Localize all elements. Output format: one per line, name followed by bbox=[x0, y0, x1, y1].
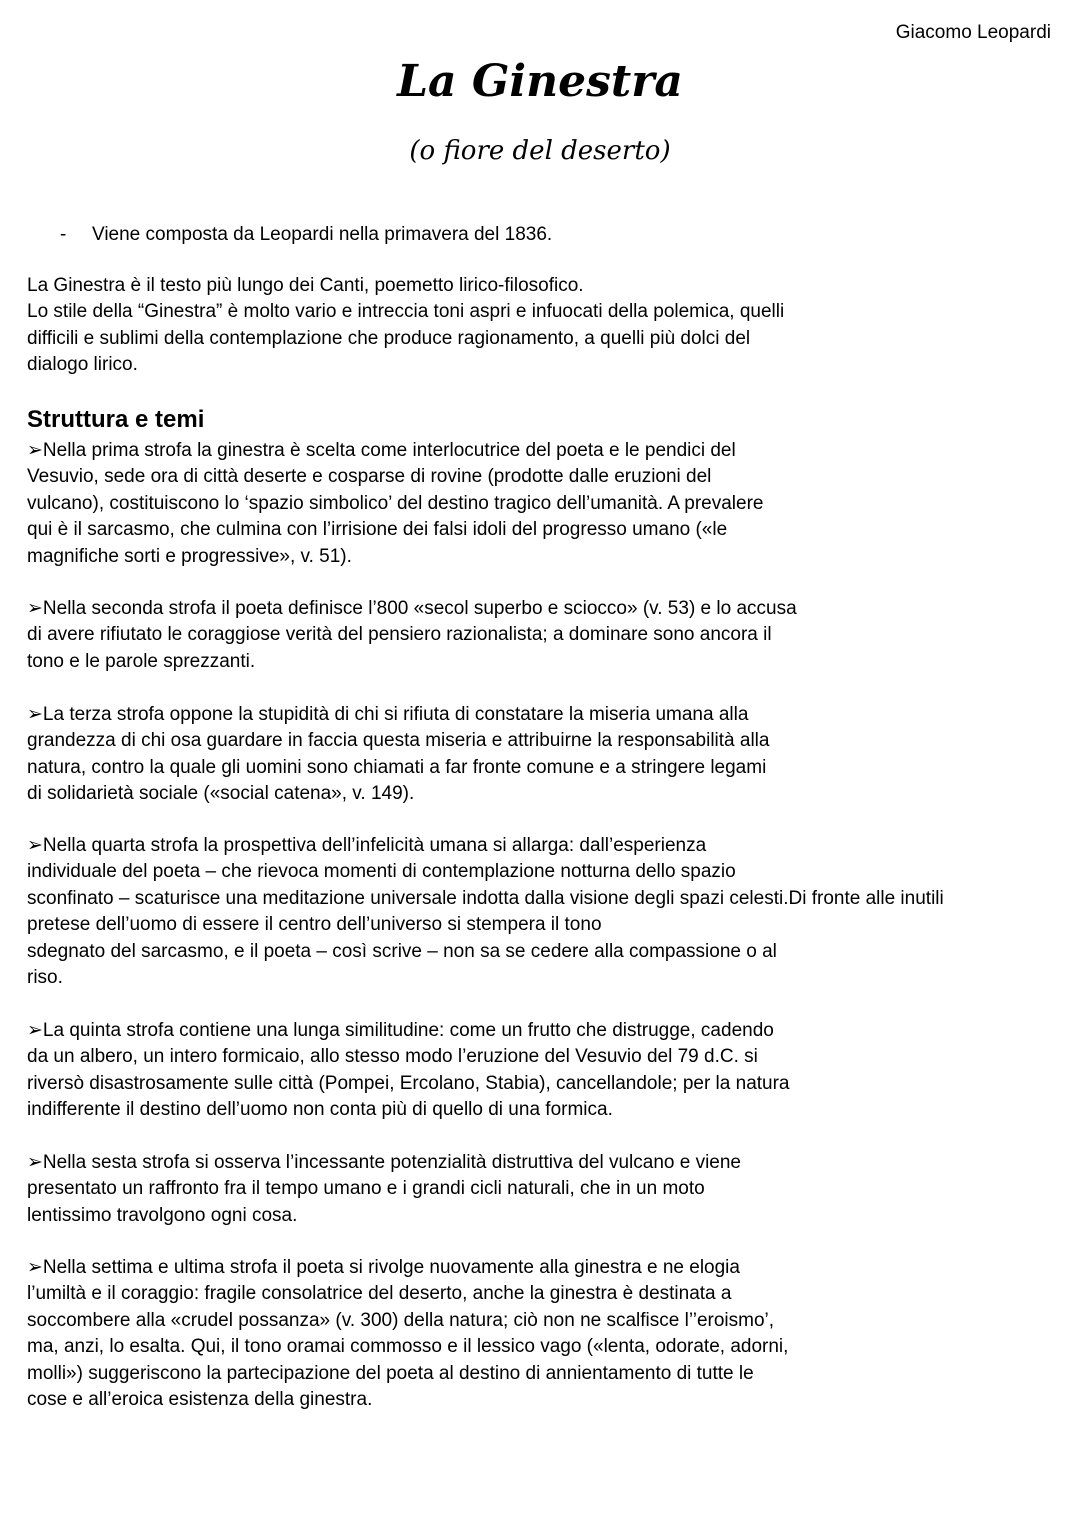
text-line: da un albero, un intero formicaio, allo stesso modo l’eruzione del Vesuvio del 79 d.C. si bbox=[27, 1046, 758, 1068]
author-name: Giacomo Leopardi bbox=[895, 22, 1051, 43]
strofa-4-paragraph bbox=[27, 833, 944, 991]
intro-paragraph bbox=[27, 273, 784, 379]
strofa-2-paragraph bbox=[27, 596, 797, 675]
page-title: La Ginestra bbox=[397, 56, 683, 107]
strofa-6-paragraph bbox=[27, 1150, 741, 1229]
text-line: ma, anzi, lo esalta. Qui, il tono oramai commosso e il lessico vago («lenta, odorate, adorni, bbox=[27, 1336, 789, 1358]
text-line: Vesuvio, sede ora di città deserte e cosparse di rovine (prodotte dalle eruzioni del bbox=[27, 466, 712, 488]
text-line: individuale del poeta – che rievoca momenti di contemplazione notturna dello spazio bbox=[27, 861, 736, 883]
text-line: qui è il sarcasmo, che culmina con l’irrisione dei falsi idoli del progresso umano («le bbox=[27, 519, 728, 541]
bullet-text: Viene composta da Leopardi nella primavera del 1836. bbox=[92, 224, 553, 245]
text-line: riso. bbox=[27, 967, 63, 989]
strofa-5-paragraph bbox=[27, 1018, 790, 1124]
text-line: sconfinato – scaturisce una meditazione universale indotta dalla visione degli spazi celesti.Di fronte alle inutili bbox=[27, 887, 944, 909]
bullet-item bbox=[60, 222, 552, 248]
text-line: natura, contro la quale gli uomini sono chiamati a far fronte comune e a stringere legami bbox=[27, 756, 767, 778]
text-line: tono e le parole sprezzanti. bbox=[27, 650, 256, 672]
text-line: magnifiche sorti e progressive», v. 51). bbox=[27, 545, 352, 567]
text-line: indifferente il destino dell’uomo non conta più di quello di una formica. bbox=[27, 1099, 613, 1121]
text-line: ➢Nella sesta strofa si osserva l’incessante potenzialità distruttiva del vulcano e viene bbox=[27, 1152, 742, 1173]
text-line: Lo stile della “Ginestra” è molto vario e intreccia toni aspri e infuocati della polemica, quelli bbox=[27, 301, 785, 323]
strofa-7-paragraph bbox=[27, 1255, 788, 1413]
text-line: molli») suggeriscono la partecipazione del poeta al destino di annientamento di tutte le bbox=[27, 1362, 754, 1384]
text-line: di avere rifiutato le coraggiose verità del pensiero razionalista; a dominare sono ancora il bbox=[27, 624, 772, 646]
text-line: dialogo lirico. bbox=[27, 354, 138, 376]
text-line: lentissimo travolgono ogni cosa. bbox=[27, 1204, 298, 1226]
text-line: grandezza di chi osa guardare in faccia questa miseria e attribuirne la responsabilità alla bbox=[27, 730, 770, 752]
text-line: La Ginestra è il testo più lungo dei Canti, poemetto lirico-filosofico. bbox=[27, 275, 584, 296]
strofa-1-paragraph bbox=[27, 438, 763, 570]
text-line: ➢Nella seconda strofa il poeta definisce l’800 «secol superbo e sciocco» (v. 53) e lo accusa bbox=[27, 598, 797, 619]
text-line: presentato un raffronto fra il tempo umano e i grandi cicli naturali, che in un moto bbox=[27, 1178, 705, 1200]
text-line: di solidarietà sociale («social catena», v. 149). bbox=[27, 783, 415, 805]
text-line: ➢Nella settima e ultima strofa il poeta si rivolge nuovamente alla ginestra e ne elogia bbox=[27, 1257, 740, 1278]
text-line: ➢Nella prima strofa la ginestra è scelta come interlocutrice del poeta e le pendici del bbox=[27, 440, 736, 461]
text-line: cose e all’eroica esistenza della ginestra. bbox=[27, 1389, 373, 1411]
text-line: riversò disastrosamente sulle città (Pompei, Ercolano, Stabia), cancellandole; per la natura bbox=[27, 1072, 790, 1094]
text-line: sdegnato del sarcasmo, e il poeta – così scrive – non sa se cedere alla compassione o al bbox=[27, 940, 777, 962]
text-line: pretese dell’uomo di essere il centro dell’universo si stempera il tono bbox=[27, 914, 602, 936]
bullet-dash: - bbox=[60, 224, 67, 245]
text-line: ➢Nella quarta strofa la prospettiva dell’infelicità umana si allarga: dall’esperienza bbox=[27, 835, 707, 856]
text-line: difficili e sublimi della contemplazione che produce ragionamento, a quelli più dolci del bbox=[27, 327, 751, 349]
text-line: vulcano), costituiscono lo ‘spazio simbolico’ del destino tragico dell’umanità. A prevalere bbox=[27, 492, 764, 514]
text-line: l’umiltà e il coraggio: fragile consolatrice del deserto, anche la ginestra è destinata a bbox=[27, 1283, 732, 1305]
section-heading: Struttura e temi bbox=[27, 406, 205, 433]
strofa-3-paragraph bbox=[27, 702, 769, 808]
text-line: soccombere alla «crudel possanza» (v. 300) della natura; ciò non ne scalfisce l’’eroismo’, bbox=[27, 1309, 775, 1331]
page-subtitle: (o fiore del deserto) bbox=[409, 136, 671, 166]
text-line: ➢La terza strofa oppone la stupidità di chi si rifiuta di constatare la miseria umana alla bbox=[27, 704, 749, 725]
text-line: ➢La quinta strofa contiene una lunga similitudine: come un frutto che distrugge, cadendo bbox=[27, 1020, 774, 1041]
